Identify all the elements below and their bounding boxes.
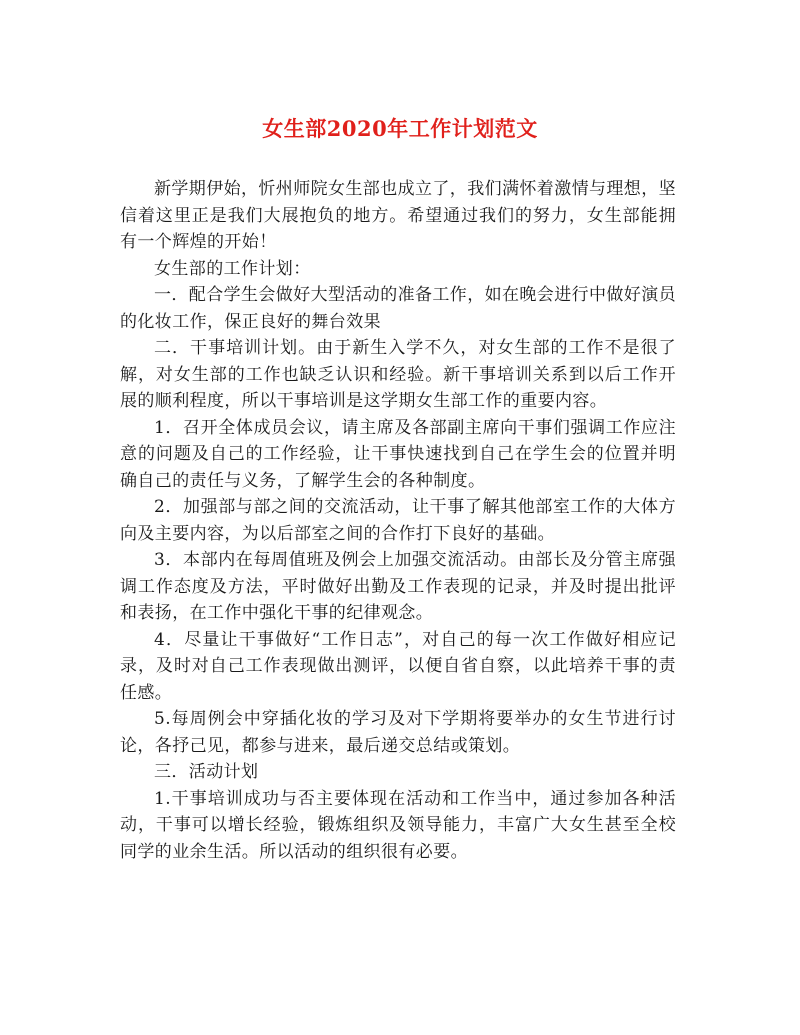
paragraph-activity-1: 1.干事培训成功与否主要体现在活动和工作当中，通过参加各种活动，干事可以增长经验，锻炼组织及领导能力，丰富广大女生甚至全校同学的业余生活。所以活动的组织很有必要。 — [120, 788, 676, 862]
paragraph-item-2: 2．加强部与部之间的交流活动，让干事了解其他部室工作的大体方向及主要内容，为以后部室之间的合作打下良好的基础。 — [120, 497, 676, 544]
paragraph-item-3: 3．本部内在每周值班及例会上加强交流活动。由部长及分管主席强调工作态度及方法，平时做好出勤及工作表现的记录，并及时提出批评和表扬，在工作中强化干事的纪律观念。 — [120, 550, 676, 623]
paragraph-item-1: 1．召开全体成员会议，请主席及各部副主席向干事们强调工作应注意的问题及自己的工作经验，让干事快速找到自己在学生会的位置并明确自己的责任与义务，了解学生会的各种制度。 — [120, 417, 676, 491]
document-title: 女生部2020年工作计划范文 — [262, 116, 538, 141]
document-body — [120, 176, 676, 865]
paragraph-item-4: 4．尽量让干事做好“工作日志”，对自己的每一次工作做好相应记录，及时对自己工作表现做出测评，以便自省自察，以此培养干事的责任感。 — [120, 629, 676, 703]
paragraph-section-one: 一．配合学生会做好大型活动的准备工作，如在晚会进行中做好演员的化妆工作，保正良好的舞台效果 — [120, 285, 676, 332]
paragraph-item-5: 5.每周例会中穿插化妆的学习及对下学期将要举办的女生节进行讨论，各抒己见，都参与进来，最后递交总结或策划。 — [120, 709, 676, 756]
paragraph-section-two: 二．干事培训计划。由于新生入学不久，对女生部的工作不是很了解，对女生部的工作也缺乏认识和经验。新干事培训关系到以后工作开展的顺利程度，所以干事培训是这学期女生部工作的重要内容。 — [120, 338, 676, 411]
paragraph-plan-heading: 女生部的工作计划： — [154, 258, 311, 279]
paragraph-section-three: 三．活动计划 — [154, 762, 259, 782]
paragraph-intro: 新学期伊始，忻州师院女生部也成立了，我们满怀着激情与理想，坚信着这里正是我们大展抱负的地方。希望通过我们的努力，女生部能拥有一个辉煌的开始！ — [120, 179, 676, 252]
